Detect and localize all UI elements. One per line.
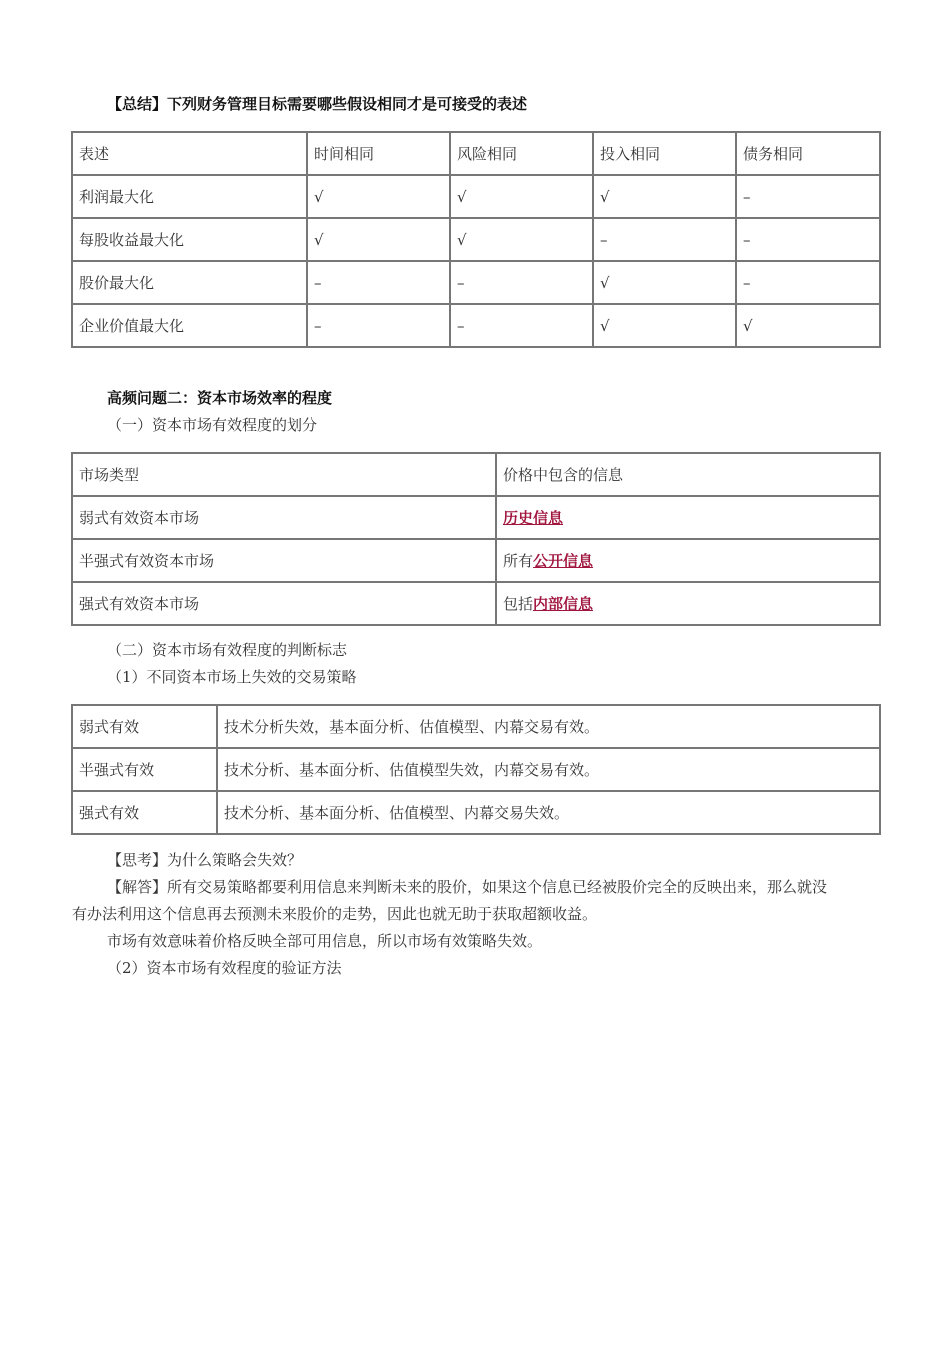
row-label: 企业价值最大化 [72,304,307,347]
row-label: 股价最大化 [72,261,307,304]
answer-line-2: 有办法利用这个信息再去预测未来股价的走势，因此也就无助于获取超额收益。 [72,905,598,923]
market-type-table [71,452,881,626]
dash-cell: – [593,218,736,261]
check-cell: √ [593,261,736,304]
check-cell: √ [450,218,593,261]
efficiency-cell: 弱式有效 [72,705,217,748]
think-question: 【思考】为什么策略会失效？ [107,851,303,869]
market-type-cell: 弱式有效资本市场 [72,496,496,539]
section-heading: 高频问题二：资本市场效率的程度 [107,389,333,407]
dash-cell: – [307,261,450,304]
summary-title-text: 下列财务管理目标需要哪些假设相同才是可接受的表述 [167,95,528,113]
header-cell: 价格中包含的信息 [496,453,880,496]
subheading: （1）不同资本市场上失效的交易策略 [107,668,357,686]
subheading: （二）资本市场有效程度的判断标志 [107,641,348,659]
check-cell: √ [593,175,736,218]
history-info-link[interactable]: 历史信息 [503,509,564,527]
subheading: （2）资本市场有效程度的验证方法 [107,959,342,977]
strategy-table [71,704,881,835]
header-cell: 投入相同 [593,132,736,175]
row-label: 利润最大化 [72,175,307,218]
dash-cell: – [450,304,593,347]
answer-line-1 [107,877,827,897]
answer-text-1: 所有交易策略都要利用信息来判断未来的股价，如果这个信息已经被股价完全的反映出来，那么就没 [167,878,828,896]
header-cell: 表述 [72,132,307,175]
efficiency-cell: 强式有效 [72,791,217,834]
info-prefix: 包括 [503,595,534,613]
strategy-cell: 技术分析失效，基本面分析、估值模型、内幕交易有效。 [217,705,880,748]
row-label: 每股收益最大化 [72,218,307,261]
summary-title [107,94,527,114]
header-cell: 时间相同 [307,132,450,175]
table-row [72,218,880,261]
info-prefix: 所有 [503,552,534,570]
subheading: （一）资本市场有效程度的划分 [107,416,318,434]
strategy-cell: 技术分析、基本面分析、估值模型失效，内幕交易有效。 [217,748,880,791]
table-row [72,175,880,218]
check-cell: √ [736,304,880,347]
check-cell: √ [307,175,450,218]
table-row [72,748,880,791]
info-cell [496,539,880,582]
header-cell: 市场类型 [72,453,496,496]
table-row [72,496,880,539]
table-row [72,261,880,304]
answer-prefix: 【解答】 [107,878,168,896]
summary-title-prefix: 【总结】 [107,95,168,113]
check-cell: √ [307,218,450,261]
check-cell: √ [593,304,736,347]
dash-cell: – [736,175,880,218]
header-cell: 债务相同 [736,132,880,175]
efficiency-cell: 半强式有效 [72,748,217,791]
table-header-row [72,453,880,496]
dash-cell: – [736,261,880,304]
info-cell [496,496,880,539]
dash-cell: – [450,261,593,304]
table-row [72,304,880,347]
strategy-cell: 技术分析、基本面分析、估值模型、内幕交易失效。 [217,791,880,834]
market-type-cell: 强式有效资本市场 [72,582,496,625]
dash-cell: – [736,218,880,261]
internal-info-link[interactable]: 内部信息 [533,595,594,613]
assumption-table [71,131,881,348]
table-row [72,582,880,625]
header-cell: 风险相同 [450,132,593,175]
table-row [72,705,880,748]
market-type-cell: 半强式有效资本市场 [72,539,496,582]
check-cell: √ [450,175,593,218]
note-text: 市场有效意味着价格反映全部可用信息，所以市场有效策略失效。 [107,932,543,950]
public-info-link[interactable]: 公开信息 [533,552,594,570]
table-row [72,791,880,834]
dash-cell: – [307,304,450,347]
info-cell [496,582,880,625]
table-header-row [72,132,880,175]
table-row [72,539,880,582]
